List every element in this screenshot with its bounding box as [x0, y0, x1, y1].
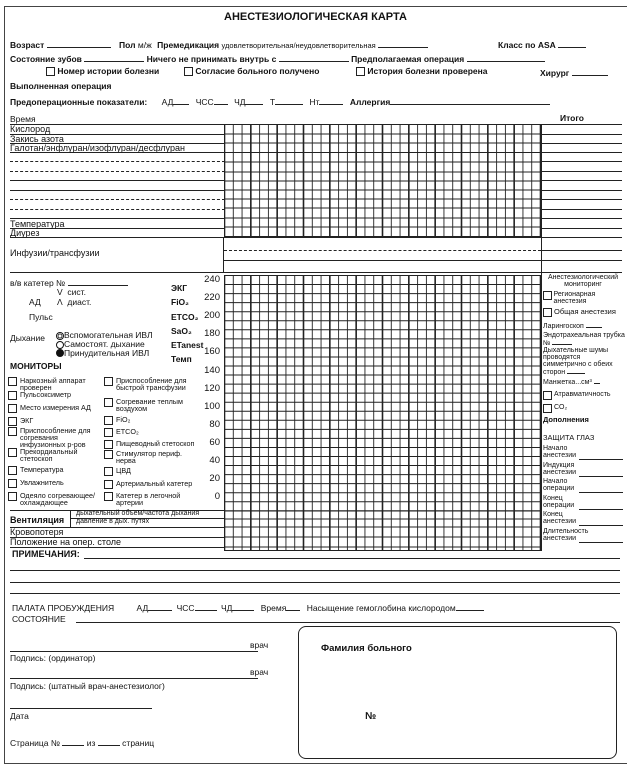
- atraumatic-label: Атравматичность: [554, 391, 611, 398]
- asa-label: Класс по ASA: [498, 40, 556, 50]
- dia-legend: [57, 297, 91, 307]
- checkbox[interactable]: [104, 467, 113, 476]
- infusion-line: [224, 250, 541, 251]
- monitor-item[interactable]: [8, 404, 103, 413]
- npo-field[interactable]: [279, 53, 349, 62]
- recovery-hr-field[interactable]: [195, 602, 217, 611]
- patient-number-label: №: [365, 711, 377, 722]
- anesthesia-time-field[interactable]: [579, 525, 623, 526]
- total-row-line[interactable]: [542, 228, 622, 229]
- monitor-item[interactable]: [104, 492, 196, 506]
- staff-doctor-suffix: врач: [250, 667, 269, 677]
- option-label: Принудительная ИВЛ: [64, 347, 150, 358]
- monitor-item[interactable]: [8, 448, 103, 462]
- teeth-label: Состояние зубов: [10, 54, 82, 64]
- asa-field[interactable]: [558, 39, 586, 48]
- y-tick-label: 80: [209, 418, 220, 430]
- condition-label: СОСТОЯНИЕ: [12, 614, 66, 624]
- laryngoscope-row: [543, 322, 625, 330]
- checkbox[interactable]: [104, 450, 113, 459]
- checkbox[interactable]: [8, 427, 17, 436]
- param-etanest: ETanest: [171, 340, 204, 351]
- anesthesia-time-field[interactable]: [579, 476, 623, 477]
- notes-label: ПРИМЕЧАНИЯ:: [12, 549, 80, 559]
- checkbox[interactable]: [543, 391, 552, 400]
- dia-label: диаст.: [67, 297, 92, 307]
- infusion-label: Инфузии/трансфузии: [10, 248, 100, 258]
- monitors-label: МОНИТОРЫ: [10, 361, 62, 371]
- preop-bp-label: АД: [161, 97, 174, 107]
- checkbox[interactable]: [8, 417, 17, 426]
- time-label: Время: [10, 114, 36, 124]
- page-number-field[interactable]: [62, 737, 84, 746]
- pages-label: страниц: [122, 738, 155, 748]
- checkbox[interactable]: [356, 67, 365, 76]
- preop-hr-field[interactable]: [214, 96, 228, 105]
- gas-row-volatile: Галотан/энфлуран/изофлуран/десфлуран: [10, 143, 185, 153]
- age-label: Возраст: [10, 40, 45, 50]
- total-row-line[interactable]: [542, 134, 622, 135]
- breathing-option-controlled[interactable]: [56, 349, 153, 358]
- sys-symbol-icon: V: [57, 287, 63, 297]
- vent-row-pressure: давление в дых. путях: [76, 518, 150, 525]
- y-tick-label: 120: [204, 382, 220, 394]
- check-label: Номер истории болезни: [57, 66, 160, 76]
- surgeon-label: Хирург: [540, 68, 570, 78]
- form-title: АНЕСТЕЗИОЛОГИЧЕСКАЯ КАРТА: [224, 11, 407, 23]
- monitoring-title: Анестезиологический мониторинг: [547, 274, 619, 288]
- monitor-label: Приспособление для согревания инфузионных р-ров: [20, 426, 91, 449]
- co2-check[interactable]: [543, 404, 625, 413]
- check-label: Согласие больного получено: [195, 66, 320, 76]
- blank-row-line[interactable]: [10, 190, 225, 191]
- checkbox[interactable]: [46, 67, 55, 76]
- gas-grid[interactable]: [224, 124, 541, 237]
- general-label: Общая анестезия: [554, 307, 616, 316]
- divider: [10, 272, 622, 273]
- y-tick-label: 180: [204, 328, 220, 340]
- notes-line: [10, 570, 620, 571]
- blank-row-line[interactable]: [10, 199, 225, 200]
- checkbox[interactable]: [104, 492, 113, 501]
- iv-catheter-field[interactable]: [68, 277, 128, 286]
- header-row-1: [10, 39, 428, 50]
- ett-label: Эндотрахеальная трубка №: [543, 332, 625, 347]
- recovery-bp-field[interactable]: [148, 602, 172, 611]
- y-tick-label: 140: [204, 364, 220, 376]
- position-label: Положение на опер. столе: [10, 537, 122, 547]
- ett-row: [543, 332, 625, 347]
- surgeon-group: [540, 67, 608, 78]
- preop-temp-field[interactable]: [275, 96, 303, 105]
- radio-filled-icon[interactable]: [56, 349, 64, 357]
- breathing-label: Дыхание: [10, 333, 45, 343]
- check-label: История болезни проверена: [367, 66, 488, 76]
- monitor-label: FiO₂: [116, 415, 131, 424]
- sys-label: сист.: [67, 287, 86, 297]
- divider: [10, 547, 224, 548]
- y-tick-label: 40: [209, 455, 220, 466]
- divider: [10, 237, 622, 238]
- sex-label: Пол: [119, 40, 136, 50]
- monitor-label: ETCO₂: [116, 427, 139, 436]
- monitor-label: Стимулятор периф. нерва: [116, 449, 183, 465]
- age-field[interactable]: [47, 39, 111, 48]
- preop-hct-field[interactable]: [319, 96, 343, 105]
- checkbox[interactable]: [104, 440, 113, 449]
- breath-sounds-row: [543, 347, 625, 376]
- premed-field[interactable]: [378, 39, 428, 48]
- anesthesia-time-field[interactable]: [579, 492, 623, 493]
- param-temp: Темп: [171, 354, 192, 365]
- anesthesia-time-row: [543, 445, 595, 459]
- total-row-line[interactable]: [542, 152, 622, 153]
- page-row: [10, 737, 154, 748]
- recovery-row: [12, 602, 484, 613]
- asa-group: [498, 39, 586, 50]
- monitor-item[interactable]: [104, 440, 196, 449]
- recovery-time-field[interactable]: [286, 602, 300, 611]
- laryngoscope-label: Ларингоскоп: [543, 323, 584, 330]
- saturation-label: Насыщение гемоглобина кислородом: [306, 603, 456, 613]
- anesthesia-time-label: Начало анестезии: [543, 445, 577, 459]
- recovery-rr-field[interactable]: [232, 602, 254, 611]
- y-tick-label: 240: [204, 274, 220, 285]
- allergy-field[interactable]: [390, 96, 550, 105]
- monitor-item[interactable]: [104, 450, 196, 464]
- cuff-field[interactable]: [594, 378, 600, 384]
- resident-signature-label: Подпись: (ординатор): [10, 653, 96, 663]
- y-tick-label: 220: [204, 292, 220, 304]
- monitor-label: Катетер в легочной артерии: [116, 491, 181, 507]
- divider: [223, 237, 224, 272]
- saturation-field[interactable]: [456, 602, 484, 611]
- preop-label: Предоперационные показатели:: [10, 97, 148, 107]
- anesthesia-time-label: Конец анестезии: [543, 511, 577, 525]
- check-1[interactable]: [46, 66, 159, 76]
- anesthesia-time-label: Длительность анестезии: [543, 527, 589, 542]
- preop-bp-field[interactable]: [173, 96, 189, 105]
- date-label: Дата: [10, 711, 29, 721]
- monitor-item[interactable]: [104, 416, 196, 425]
- anesthesia-time-row: [543, 528, 595, 542]
- page-label: Страница №: [10, 738, 61, 748]
- anesthesia-time-field[interactable]: [579, 542, 623, 543]
- premed-label: Премедикация: [157, 40, 220, 50]
- total-row-line[interactable]: [542, 218, 622, 219]
- pulse-label: Пульс: [29, 312, 53, 322]
- vitals-grid[interactable]: [224, 275, 541, 551]
- notes-line: [84, 558, 620, 559]
- surgeon-field[interactable]: [572, 67, 608, 76]
- y-tick-label: 200: [204, 310, 220, 322]
- checkbox[interactable]: [543, 404, 552, 413]
- checkbox[interactable]: [104, 398, 113, 407]
- total-row-line[interactable]: [542, 161, 622, 162]
- checkbox[interactable]: [8, 391, 17, 400]
- checkbox[interactable]: [8, 479, 17, 488]
- option-label: Самостоят. дыхание: [64, 338, 145, 349]
- total-row-line[interactable]: [542, 190, 622, 191]
- patient-box[interactable]: [298, 626, 617, 759]
- check-3[interactable]: [356, 66, 488, 76]
- checkbox[interactable]: [104, 428, 113, 437]
- atraumatic-check[interactable]: [543, 391, 625, 400]
- recovery-hr-label: ЧСС: [176, 603, 195, 613]
- notes-line: [10, 593, 620, 594]
- recovery-label: ПАЛАТА ПРОБУЖДЕНИЯ: [12, 603, 115, 613]
- total-row-line[interactable]: [542, 209, 622, 210]
- monitor-label: Пищеводный стетоскоп: [116, 439, 195, 448]
- planned-op-field[interactable]: [467, 53, 545, 62]
- monitor-item[interactable]: [8, 427, 103, 448]
- monitor-label: Увлажнитель: [20, 478, 64, 487]
- ett-field[interactable]: [552, 339, 572, 345]
- cuff-row: [543, 378, 625, 386]
- sex-options[interactable]: м/ж: [137, 40, 152, 50]
- date-line: [10, 708, 152, 709]
- breath-sounds-field[interactable]: [567, 368, 585, 374]
- dia-symbol-icon: Λ: [57, 297, 63, 307]
- param-fio2: FiO₂: [171, 297, 189, 308]
- total-label: Итого: [560, 113, 584, 123]
- page-total-field[interactable]: [98, 737, 120, 746]
- check-2[interactable]: [184, 66, 319, 76]
- recovery-rr-label: ЧД: [220, 603, 233, 613]
- regional-check[interactable]: [543, 291, 625, 305]
- monitor-label: Согревание теплым воздухом: [116, 397, 183, 413]
- ventilation-label: Вентиляция: [10, 515, 65, 525]
- infusion-line: [224, 260, 541, 261]
- blood-loss-label: Кровопотеря: [10, 527, 64, 537]
- monitor-item[interactable]: [8, 479, 103, 488]
- checkbox[interactable]: [104, 377, 113, 386]
- anesthesia-time-row: [543, 511, 595, 525]
- checkbox[interactable]: [8, 404, 17, 413]
- total-row-line[interactable]: [542, 143, 622, 144]
- anesthesia-time-row: [543, 478, 595, 492]
- monitor-item[interactable]: [104, 377, 196, 391]
- checkbox[interactable]: [184, 67, 193, 76]
- anesthesia-time-field[interactable]: [579, 459, 623, 460]
- option-label: Вспомогательная ИВЛ: [64, 330, 153, 340]
- param-sao2: SaO₂: [171, 325, 192, 336]
- total-row-line[interactable]: [542, 199, 622, 200]
- anesthesia-time-label: Начало операции: [543, 478, 575, 492]
- radio-empty-icon[interactable]: [56, 341, 64, 349]
- breath-sounds-label: Дыхательные шумы проводятся симметрично с обеих сторон: [543, 347, 613, 376]
- of-label: из: [86, 738, 96, 748]
- extras-label: Дополнения: [543, 415, 589, 424]
- premed-options[interactable]: удовлетворительная/неудовлетворительная: [221, 41, 376, 50]
- preop-row: [10, 96, 550, 107]
- recovery-time-label: Время: [260, 603, 287, 613]
- checkbox[interactable]: [543, 291, 552, 300]
- cuff-label: Манжетка...см³: [543, 379, 592, 386]
- condition-row: [12, 614, 66, 624]
- y-tick-label: 20: [209, 473, 220, 485]
- blank-row-line[interactable]: [10, 209, 225, 210]
- total-row-line[interactable]: [542, 250, 622, 251]
- regional-label: Регионарная анестезия: [553, 291, 596, 305]
- performed-op-label: Выполненная операция: [10, 81, 112, 91]
- monitor-label: Одеяло согревающее/ охлаждающее: [20, 491, 96, 507]
- gas-row-n2o: Закись азота: [10, 134, 64, 144]
- general-check[interactable]: [543, 308, 625, 317]
- teeth-field[interactable]: [84, 53, 144, 62]
- monitor-item[interactable]: [8, 492, 103, 506]
- preop-rr-field[interactable]: [245, 96, 263, 105]
- checkbox[interactable]: [8, 448, 17, 457]
- laryngoscope-field[interactable]: [586, 322, 602, 328]
- checkbox[interactable]: [8, 377, 17, 386]
- diuresis-row-label: Диурез: [10, 228, 40, 238]
- monitor-item[interactable]: [104, 428, 196, 437]
- allergy-label: Аллергия: [349, 97, 391, 107]
- signature-line: [10, 678, 258, 679]
- staff-signature-label: Подпись: (штатный врач-анестезиолог): [10, 681, 165, 691]
- monitor-label: ЭКГ: [20, 416, 34, 425]
- monitor-item[interactable]: [8, 466, 103, 475]
- blank-row-line[interactable]: [10, 171, 225, 172]
- monitor-label: Артериальный катетер: [116, 479, 193, 488]
- signature-line: [10, 651, 258, 652]
- divider: [541, 124, 542, 551]
- checkbox[interactable]: [543, 308, 552, 317]
- co2-label: CO₂: [554, 404, 568, 411]
- patient-name-label: Фамилия больного: [321, 643, 412, 654]
- y-tick-label: 100: [204, 400, 220, 412]
- planned-op-label: Предполагаемая операция: [351, 54, 465, 64]
- npo-label: Ничего не принимать внутрь с: [146, 54, 277, 64]
- total-row-line[interactable]: [542, 171, 622, 172]
- y-tick-label: 0: [214, 491, 220, 503]
- monitor-label: Пульсоксиметр: [20, 390, 72, 399]
- monitor-item[interactable]: [104, 467, 196, 476]
- monitor-label: ЦВД: [116, 466, 131, 475]
- monitor-item[interactable]: [104, 480, 196, 489]
- iv-catheter-label: в/в катетер №: [10, 278, 66, 288]
- radio-partial-icon[interactable]: [56, 332, 64, 340]
- anesthesia-time-row: [543, 495, 595, 509]
- anesthesia-time-row: [543, 462, 595, 476]
- monitor-label: Место измерения АД: [20, 403, 91, 412]
- total-row-line[interactable]: [542, 180, 622, 181]
- monitor-label: Наркозный аппарат проверен: [20, 376, 86, 392]
- checkbox[interactable]: [8, 492, 17, 501]
- blank-row-line[interactable]: [10, 152, 225, 153]
- checkbox[interactable]: [104, 416, 113, 425]
- gas-row-oxygen: Кислород: [10, 124, 51, 134]
- preop-hct-label: Нт: [309, 97, 320, 107]
- bp-label: АД: [29, 297, 41, 307]
- param-ecg: ЭКГ: [171, 283, 188, 293]
- y-tick-label: 160: [204, 346, 220, 358]
- header-row-2: [10, 53, 545, 64]
- blank-row-line[interactable]: [10, 180, 225, 181]
- resident-doctor-suffix: врач: [250, 640, 269, 650]
- vent-row-tidal: дыхательный объем/частота дыхания: [76, 510, 200, 517]
- anesthesia-time-field[interactable]: [579, 509, 623, 510]
- param-etco2: ETCO₂: [171, 311, 199, 322]
- total-row-line[interactable]: [542, 260, 622, 261]
- monitor-label: Температура: [20, 465, 64, 474]
- anesthesia-time-label: Конец операции: [543, 494, 575, 509]
- checkbox[interactable]: [8, 466, 17, 475]
- notes-line: [10, 582, 620, 583]
- recovery-bp-label: АД: [136, 603, 149, 613]
- condition-line: [76, 622, 620, 623]
- sys-legend: [57, 287, 86, 297]
- monitor-item[interactable]: [8, 377, 103, 391]
- temperature-row-label: Температура: [10, 219, 65, 229]
- monitor-item[interactable]: [8, 391, 103, 400]
- monitor-label: Приспособление для быстрой трансфузии: [116, 376, 187, 392]
- preop-hr-label: ЧСС: [195, 97, 214, 107]
- monitor-item[interactable]: [104, 398, 196, 412]
- anesthesia-time-label: Индукция анестезии: [543, 461, 577, 476]
- monitor-label: Прекордиальный стетоскоп: [20, 447, 78, 463]
- blank-row-line[interactable]: [10, 161, 225, 162]
- preop-temp-label: Т: [269, 97, 276, 107]
- preop-rr-label: ЧД: [234, 97, 246, 107]
- monitor-item[interactable]: [8, 417, 103, 426]
- breathing-options: [56, 331, 153, 357]
- eye-protection-label: ЗАЩИТА ГЛАЗ: [543, 433, 595, 442]
- y-tick-label: 60: [209, 436, 220, 448]
- checkbox[interactable]: [104, 480, 113, 489]
